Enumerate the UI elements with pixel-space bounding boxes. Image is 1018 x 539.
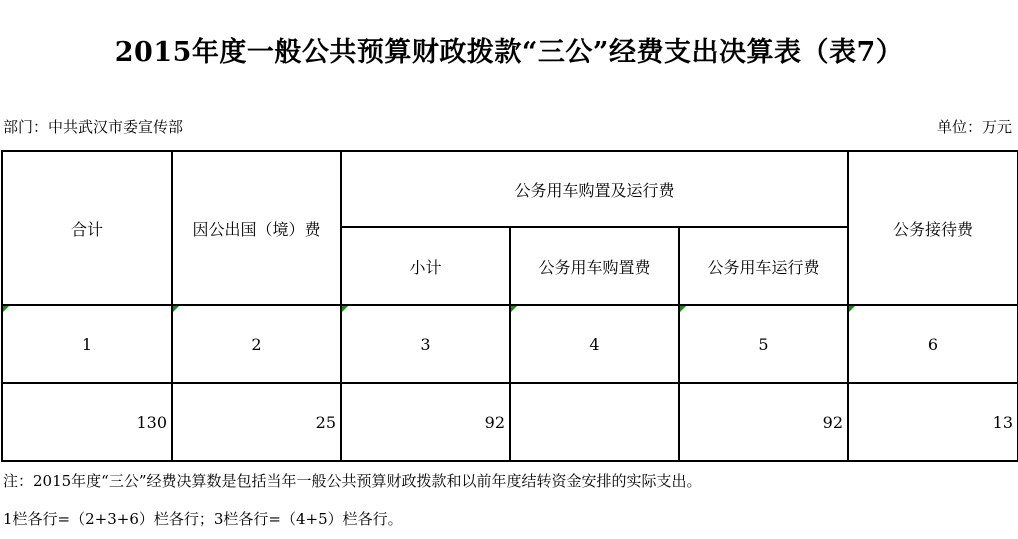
header-subtotal: 小计 [341,227,510,305]
footnote-1: 注：2015年度“三公”经费决算数是包括当年一般公共预算财政拨款和以前年度结转资金安排的实际支出。 [3,472,702,490]
value-vehicle-operation: 92 [679,383,848,461]
department-label: 部门：中共武汉市委宣传部 [3,118,184,136]
cell-marker-icon [3,306,9,312]
column-number-cell: 2 [172,305,341,383]
column-number-cell: 1 [2,305,172,383]
value-vehicle-purchase [510,383,679,461]
value-row [2,383,1018,461]
header-total: 合计 [2,151,172,305]
expenditure-table [1,150,1018,462]
cell-marker-icon [342,306,348,312]
footnote-2: 1栏各行=（2+3+6）栏各行；3栏各行=（4+5）栏各行。 [3,510,403,528]
cell-marker-icon [511,306,517,312]
value-abroad: 25 [172,383,341,461]
value-subtotal: 92 [341,383,510,461]
column-number-cell: 6 [848,305,1018,383]
cell-marker-icon [849,306,855,312]
column-number-cell: 4 [510,305,679,383]
header-vehicle-operation: 公务用车运行费 [679,227,848,305]
header-row-1 [2,151,1018,227]
column-number-cell: 5 [679,305,848,383]
column-number-cell: 3 [341,305,510,383]
cell-marker-icon [173,306,179,312]
header-reception: 公务接待费 [848,151,1018,305]
header-vehicle-purchase: 公务用车购置费 [510,227,679,305]
header-vehicle-group: 公务用车购置及运行费 [341,151,848,227]
unit-label: 单位：万元 [936,118,1012,136]
header-abroad: 因公出国（境）费 [172,151,341,305]
column-number-row [2,305,1018,383]
value-reception: 13 [848,383,1018,461]
cell-marker-icon [680,306,686,312]
value-total: 130 [2,383,172,461]
report-title: 2015年度一般公共预算财政拨款“三公”经费支出决算表（表7） [114,37,904,68]
